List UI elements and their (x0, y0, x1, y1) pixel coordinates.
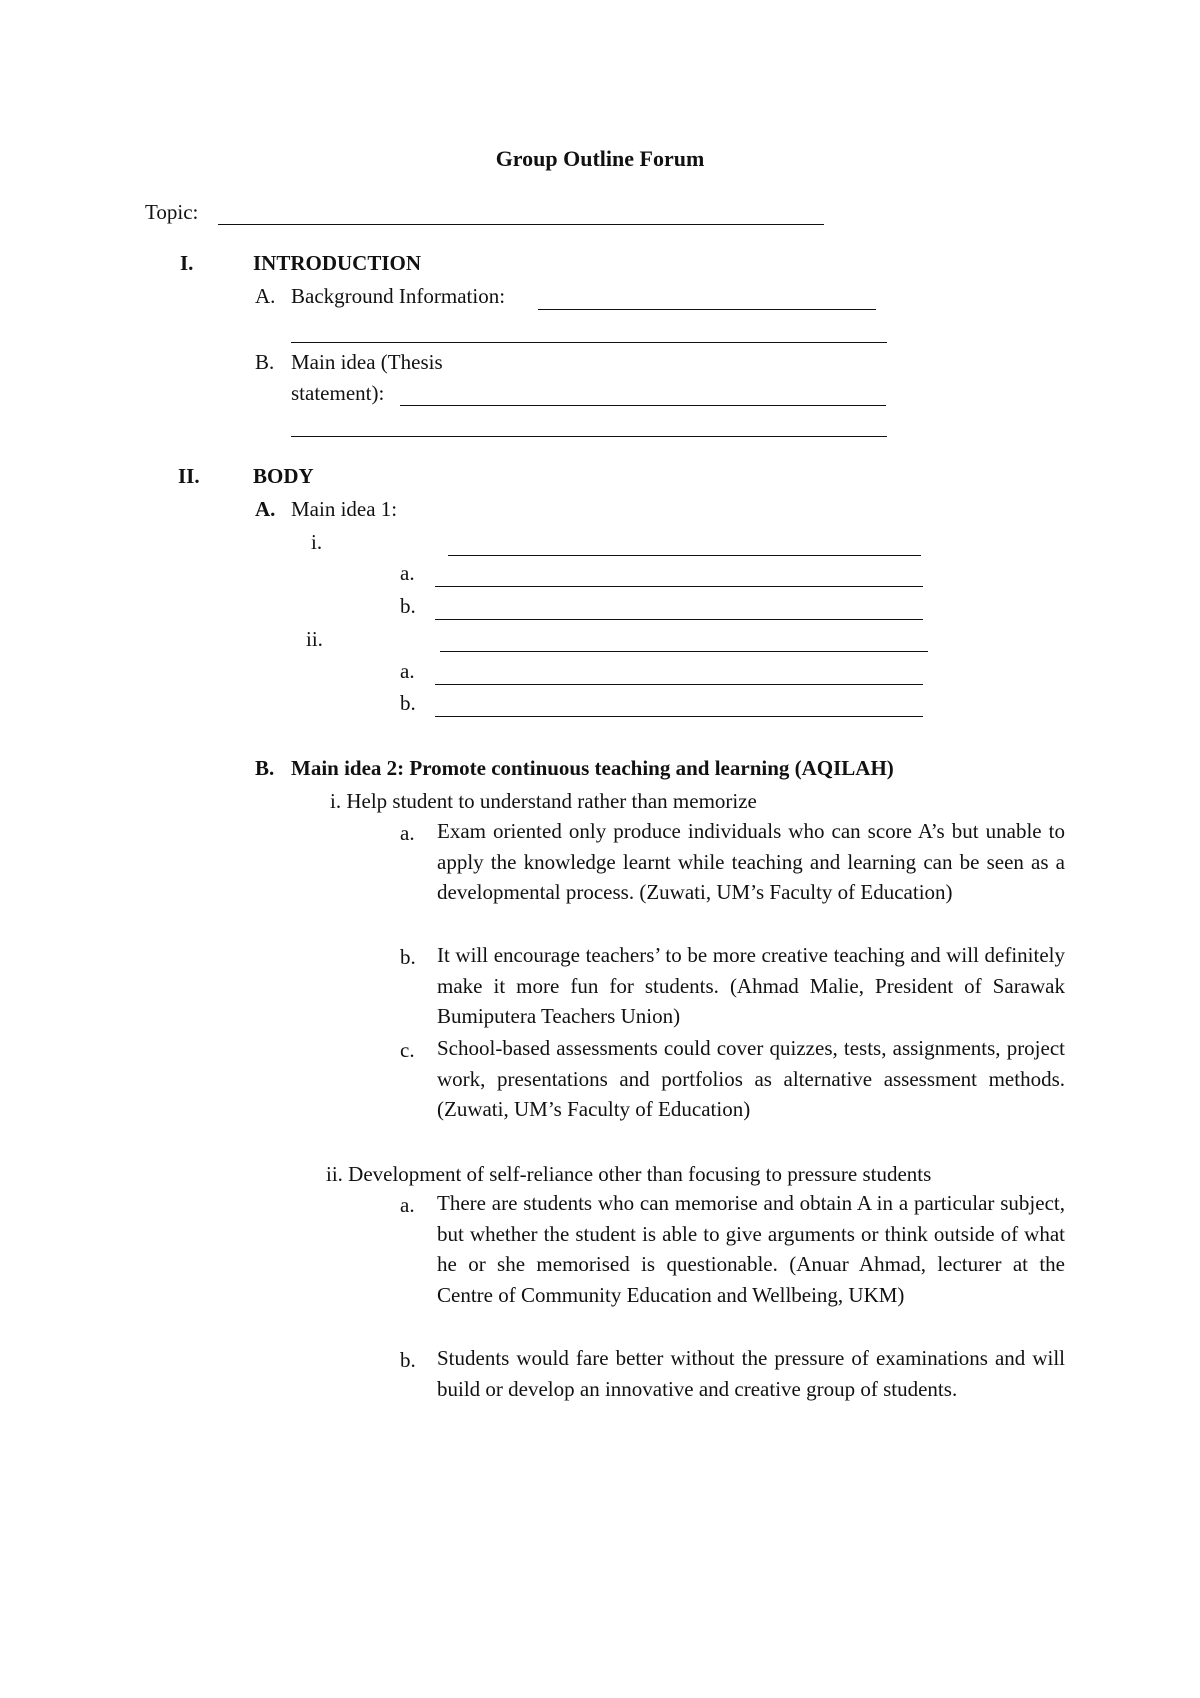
background-text: Background Information: (291, 284, 506, 308)
main-idea-1-ii-b-label: b. (400, 691, 416, 715)
page-title: Group Outline Forum (495, 146, 705, 171)
main-idea-1-label: A. (255, 497, 276, 521)
thesis-blank-2 (291, 436, 887, 437)
background-blank-1 (538, 309, 876, 310)
sub-point-1-heading: i. Help student to understand rather than memorize (330, 789, 757, 813)
sub-point-1-b-label: b. (400, 945, 416, 969)
intro-numeral: I. (180, 251, 194, 275)
main-idea-1-ii-a-label: a. (400, 659, 415, 683)
thesis-label: B. (255, 350, 275, 374)
sub-point-2-a-text: There are students who can memorise and obtain A in a particular subject, but whether the student is able to give arguments or think outside of what he or she memorised is questionable. (Anuar Ahmad, lecturer at the Centre of Community Education and Wellbeing, UKM) (437, 1191, 1065, 1307)
sub-point-1-a-label: a. (400, 821, 415, 845)
main-idea-2-label: B. (255, 756, 275, 780)
background-blank-2 (291, 342, 887, 343)
sub-point-1-c-label: c. (400, 1038, 415, 1062)
sub-point-2-heading: ii. Development of self-reliance other than focusing to pressure students (326, 1162, 932, 1186)
sub-point-2-b-text: Students would fare better without the pressure of examinations and will build or develop an innovative and creative group of students. (437, 1346, 1065, 1401)
main-idea-1-i-b-blank (435, 619, 923, 620)
background-label: A. (255, 284, 276, 308)
intro-heading: INTRODUCTION (253, 251, 422, 275)
thesis-text-2: statement): (291, 381, 385, 405)
sub-point-1-c-text: School-based assessments could cover quizzes, tests, assignments, project work, presentations and portfolios as alternative assessment methods. (Zuwati, UM’s Faculty of Education) (437, 1036, 1065, 1121)
main-idea-1-ii-blank (440, 651, 928, 652)
body-heading: BODY (253, 464, 314, 488)
sub-point-1-b-text: It will encourage teachers’ to be more creative teaching and will definitely make it more fun for students. (Ahmad Malie, President of Sarawak Bumiputera Teachers Union) (437, 943, 1065, 1028)
body-numeral: II. (178, 464, 200, 488)
main-idea-1-i-b-label: b. (400, 594, 416, 618)
main-idea-1-i-blank (448, 555, 921, 556)
main-idea-2-text: Main idea 2: Promote continuous teaching and learning (AQILAH) (291, 756, 894, 780)
sub-point-2-a-label: a. (400, 1193, 415, 1217)
topic-label: Topic: (145, 200, 199, 224)
main-idea-1-i-a-label: a. (400, 561, 415, 585)
main-idea-1-ii-b-blank (435, 716, 923, 717)
thesis-blank-1 (400, 405, 886, 406)
main-idea-1-text: Main idea 1: (291, 497, 398, 521)
main-idea-1-i-a-blank (435, 586, 923, 587)
topic-blank (218, 224, 824, 225)
thesis-text-1: Main idea (Thesis (291, 350, 443, 374)
main-idea-1-ii-label: ii. (306, 627, 323, 651)
sub-point-1-a-text: Exam oriented only produce individuals who can score A’s but unable to apply the knowledge learnt while teaching and learning can be seen as a developmental process. (Zuwati, UM’s Faculty of Education) (437, 819, 1065, 904)
main-idea-1-i-label: i. (311, 530, 323, 554)
main-idea-1-ii-a-blank (435, 684, 923, 685)
sub-point-2-b-label: b. (400, 1348, 416, 1372)
